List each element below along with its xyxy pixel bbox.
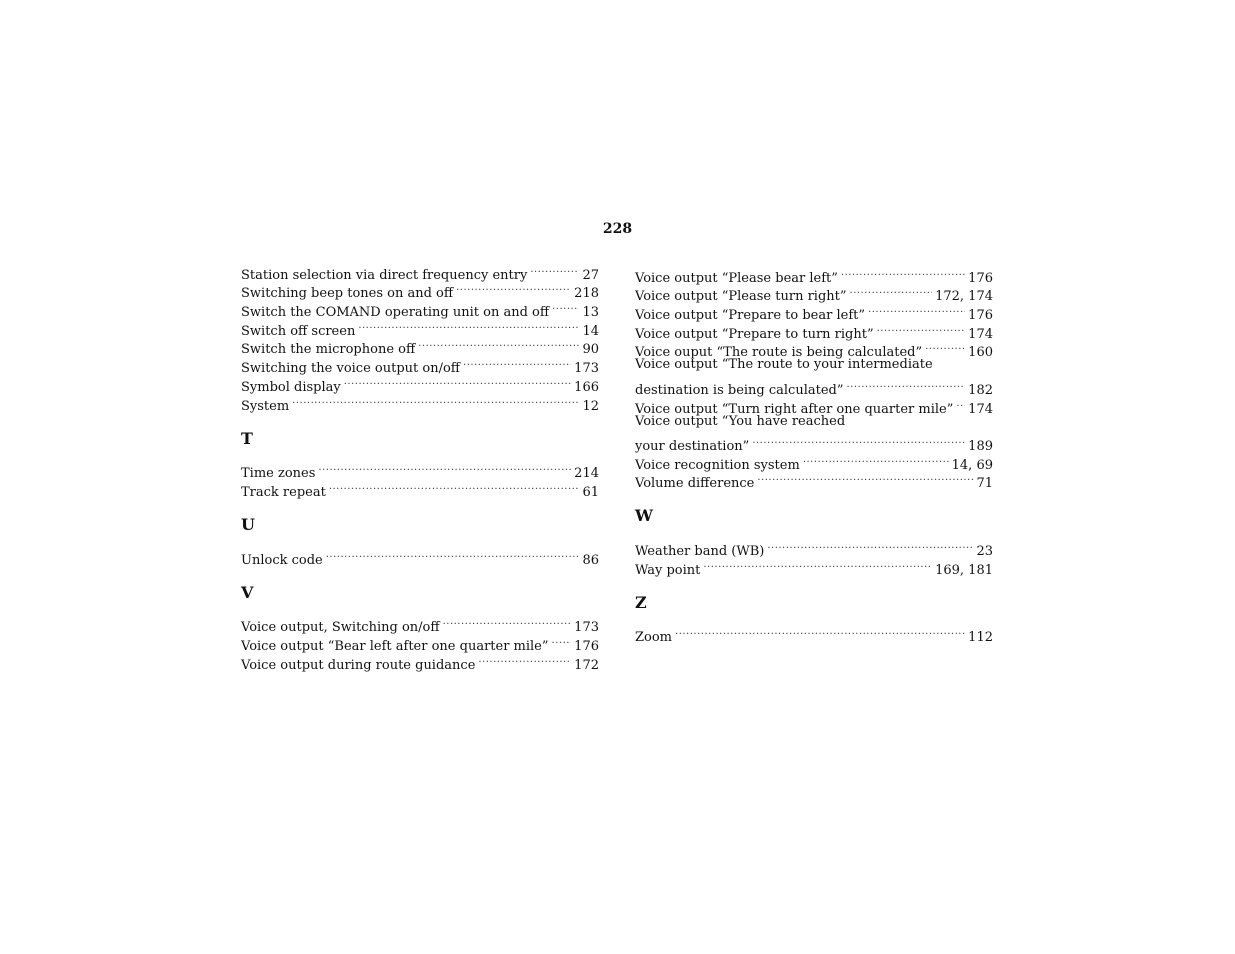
index-term: Voice output “Turn right after one quarter mile” bbox=[635, 401, 954, 417]
index-entry bbox=[635, 263, 993, 286]
dot-leader bbox=[292, 391, 579, 410]
section-spacer bbox=[241, 534, 599, 545]
index-page-ref: 172 bbox=[574, 657, 599, 673]
index-page-ref: 23 bbox=[976, 543, 993, 559]
index-term: Voice output “Please bear left” bbox=[635, 270, 838, 286]
section-letter-z: Z bbox=[635, 592, 647, 612]
index-term: Voice output during route guidance bbox=[241, 657, 476, 673]
index-page-ref: 12 bbox=[582, 398, 599, 414]
index-page-ref: 13 bbox=[582, 305, 599, 321]
dot-leader bbox=[552, 297, 579, 316]
index-page-ref: 182 bbox=[968, 382, 993, 398]
index-page-ref: 214 bbox=[574, 466, 599, 482]
dot-leader bbox=[847, 375, 966, 394]
dot-leader bbox=[850, 282, 933, 301]
index-term: Switch the microphone off bbox=[241, 342, 416, 358]
section-letter-w: W bbox=[635, 506, 653, 526]
index-entry bbox=[241, 545, 599, 568]
index-term-continued: your destination” bbox=[635, 438, 750, 454]
index-term: Voice ouput “The route is being calculated” bbox=[635, 345, 923, 361]
index-page-ref: 174 bbox=[968, 401, 993, 417]
index-term: Switch the COMAND operating unit on and off bbox=[241, 305, 550, 321]
index-term: Voice output “You have reached bbox=[635, 413, 846, 429]
section-spacer bbox=[635, 525, 993, 536]
index-column-right bbox=[635, 263, 993, 646]
index-entry bbox=[241, 613, 599, 636]
dot-leader bbox=[552, 631, 572, 650]
section-spacer bbox=[241, 410, 599, 429]
index-term: Symbol display bbox=[241, 379, 341, 395]
index-term-continued: destination is being calculated” bbox=[635, 382, 844, 398]
index-term: Way point bbox=[635, 562, 701, 578]
index-term: Voice output “Bear left after one quarter mile” bbox=[241, 638, 549, 654]
section-letter-t: T bbox=[241, 428, 253, 448]
dot-leader bbox=[358, 316, 579, 335]
dot-leader bbox=[925, 338, 965, 357]
section-letter-u: U bbox=[241, 514, 255, 534]
index-term: Voice output “Prepare to turn right” bbox=[635, 326, 874, 342]
index-term: Weather band (WB) bbox=[635, 543, 765, 559]
dot-leader bbox=[418, 335, 579, 354]
dot-leader bbox=[757, 469, 973, 488]
dot-leader bbox=[877, 319, 966, 338]
index-page-ref: 71 bbox=[976, 476, 993, 492]
index-term: Track repeat bbox=[241, 484, 326, 500]
index-entry bbox=[635, 536, 993, 559]
index-term: Switch off screen bbox=[241, 323, 356, 339]
index-page-ref: 172, 174 bbox=[935, 289, 993, 305]
index-term: Voice output “Prepare to bear left” bbox=[635, 308, 866, 324]
index-page-ref: 173 bbox=[574, 620, 599, 636]
dot-leader bbox=[344, 372, 571, 391]
index-page-ref: 112 bbox=[968, 630, 993, 646]
index-page-ref: 27 bbox=[582, 267, 599, 283]
dot-leader bbox=[703, 555, 932, 574]
dot-leader bbox=[752, 431, 965, 450]
index-term: Zoom bbox=[635, 630, 673, 646]
dot-leader bbox=[956, 394, 965, 413]
index-term: Switching beep tones on and off bbox=[241, 286, 454, 302]
index-term: Voice output, Switching on/off bbox=[241, 620, 440, 636]
index-page-ref: 61 bbox=[582, 484, 599, 500]
index-entry bbox=[241, 260, 599, 283]
dot-leader bbox=[868, 300, 965, 319]
index-term: Switching the voice output on/off bbox=[241, 361, 461, 377]
index-page-ref: 14 bbox=[582, 323, 599, 339]
index-page-ref: 174 bbox=[968, 326, 993, 342]
section-spacer bbox=[241, 602, 599, 613]
index-term: Time zones bbox=[241, 466, 316, 482]
index-page-ref: 86 bbox=[582, 552, 599, 568]
dot-leader bbox=[329, 477, 580, 496]
dot-leader bbox=[530, 260, 579, 279]
section-spacer bbox=[241, 448, 599, 459]
index-page-ref: 176 bbox=[968, 270, 993, 286]
dot-leader bbox=[326, 545, 580, 564]
index-page-ref: 166 bbox=[574, 379, 599, 395]
index-page-ref: 14, 69 bbox=[951, 457, 993, 473]
index-term: Voice recognition system bbox=[635, 457, 800, 473]
index-term: Voice output “Please turn right” bbox=[635, 289, 847, 305]
index-page-ref: 169, 181 bbox=[935, 562, 993, 578]
index-page-ref: 218 bbox=[574, 286, 599, 302]
index-term: Unlock code bbox=[241, 552, 323, 568]
section-letter-v: V bbox=[241, 582, 254, 602]
page-number: 228 bbox=[602, 221, 633, 237]
dot-leader bbox=[463, 353, 571, 372]
index-page-ref: 189 bbox=[968, 438, 993, 454]
index-page-ref: 173 bbox=[574, 361, 599, 377]
index-term: Volume difference bbox=[635, 476, 755, 492]
dot-leader bbox=[767, 536, 973, 555]
index-entry bbox=[635, 623, 993, 646]
dot-leader bbox=[318, 459, 571, 478]
index-term: System bbox=[241, 398, 290, 414]
dot-leader bbox=[675, 623, 965, 642]
dot-leader bbox=[443, 613, 572, 632]
index-page-ref: 176 bbox=[574, 638, 599, 654]
dot-leader bbox=[456, 279, 571, 298]
index-column-left bbox=[241, 260, 599, 673]
dot-leader bbox=[478, 650, 571, 669]
dot-leader bbox=[803, 450, 949, 469]
index-page-ref: 160 bbox=[968, 345, 993, 361]
index-term: Station selection via direct frequency entry bbox=[241, 267, 528, 283]
index-entry bbox=[241, 391, 599, 414]
index-page-ref: 90 bbox=[582, 342, 599, 358]
section-spacer bbox=[635, 612, 993, 623]
index-page-ref: 176 bbox=[968, 308, 993, 324]
index-term: Voice output “The route to your intermediate bbox=[635, 357, 933, 373]
index-entry bbox=[241, 459, 599, 482]
dot-leader bbox=[841, 263, 965, 282]
index-entry bbox=[635, 356, 993, 398]
